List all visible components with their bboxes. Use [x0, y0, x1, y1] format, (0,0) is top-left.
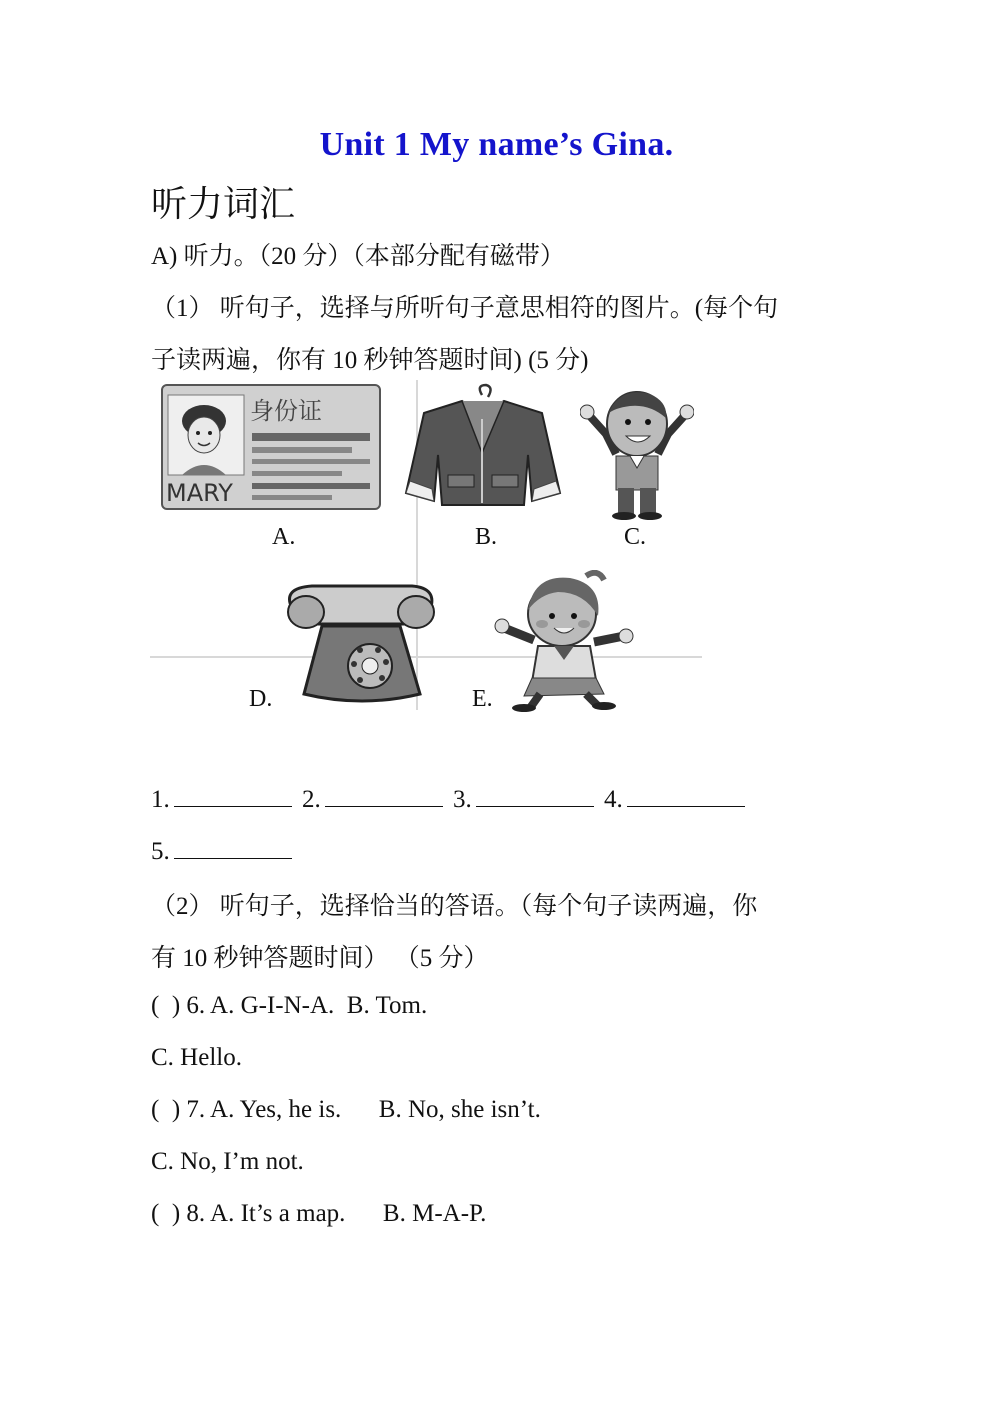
answer-blank-1[interactable]: [174, 784, 292, 807]
picture-label-a: A.: [272, 524, 296, 550]
id-card-name: MARY: [166, 479, 233, 507]
answer-number-5: 5.: [151, 838, 170, 865]
answer-row-2: [151, 836, 296, 866]
question-6-option-c: C. Hello.: [151, 1044, 242, 1071]
answer-number-3: 3.: [453, 786, 472, 813]
answer-blank-3[interactable]: [476, 784, 594, 807]
section-heading: 听力词汇: [151, 184, 296, 225]
answer-row-1: [151, 784, 749, 814]
answer-number-2: 2.: [302, 786, 321, 813]
question-8-options: ( ) 8. A. It’s a map. B. M-A-P.: [151, 1200, 487, 1227]
part2-instruction-line1: （2） 听句子，选择恰当的答语。（每个句子读两遍，你: [151, 893, 758, 920]
page-title: Unit 1 My name’s Gina.: [319, 126, 674, 163]
answer-blank-2[interactable]: [325, 784, 443, 807]
picture-label-d: D.: [249, 686, 273, 712]
id-card-title: 身份证: [250, 397, 322, 425]
question-6-options: ( ) 6. A. G-I-N-A. B. Tom.: [151, 992, 428, 1019]
question-7-options: ( ) 7. A. Yes, he is. B. No, she isn’t.: [151, 1096, 541, 1123]
answer-number-4: 4.: [604, 786, 623, 813]
question-7-option-c: C. No, I’m not.: [151, 1148, 304, 1175]
part1-instruction-line1: （1） 听句子，选择与所听句子意思相符的图片。(每个句: [151, 295, 779, 322]
jacket-picture: [402, 383, 564, 513]
boy-picture: [580, 384, 694, 520]
answer-blank-4[interactable]: [627, 784, 745, 807]
girl-picture: [494, 570, 634, 712]
telephone-picture: [282, 574, 438, 704]
picture-label-b: B.: [475, 524, 498, 550]
picture-label-c: C.: [624, 524, 647, 550]
id-card-picture: [160, 383, 384, 513]
part2-instruction-line2: 有 10 秒钟答题时间） （5 分）: [151, 945, 489, 972]
picture-label-e: E.: [472, 686, 493, 712]
section-a-label: A) 听力。（20 分）（本部分配有磁带）: [151, 243, 565, 270]
part1-instruction-line2: 子读两遍，你有 10 秒钟答题时间) (5 分): [151, 347, 589, 374]
answer-blank-5[interactable]: [174, 836, 292, 859]
answer-number-1: 1.: [151, 786, 170, 813]
